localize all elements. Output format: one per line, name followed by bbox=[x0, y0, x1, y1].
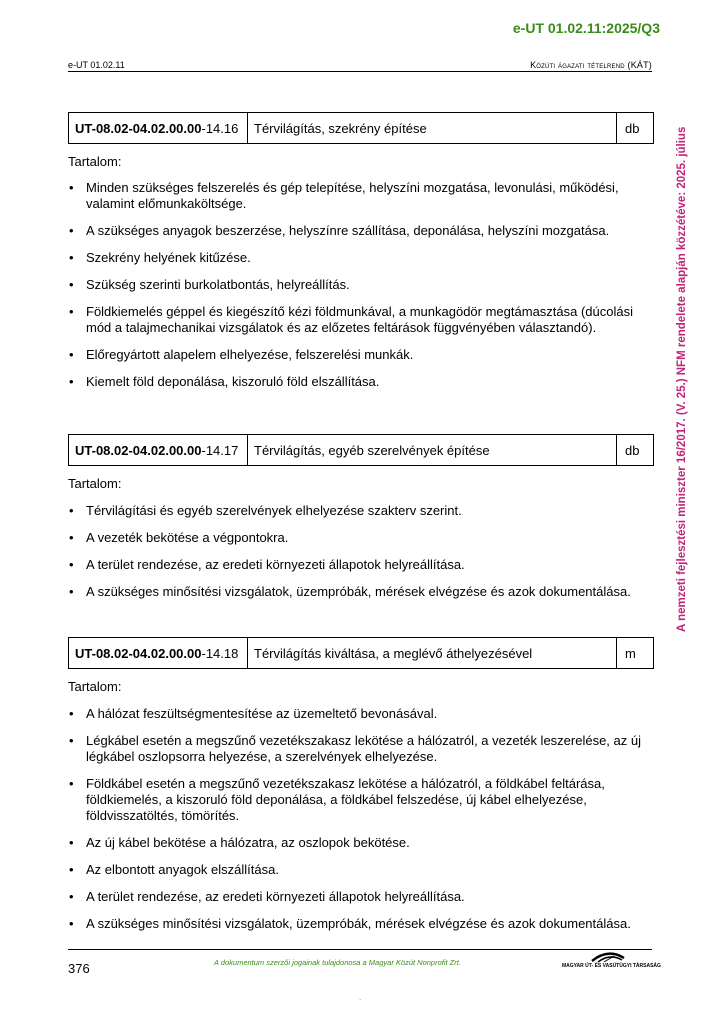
item-unit: db bbox=[617, 113, 654, 144]
item-unit: m bbox=[617, 638, 654, 669]
list-item: • Légkábel esetén a megszűnő vezetékszakasz lekötése a hálózatról, a vezeték leszerelése, az új légkábel oszlopsorra helyezése, a szerelvények elhelyezése. bbox=[68, 733, 658, 765]
copyright-notice: A dokumentum szerzői jogainak tulajdonosa a Magyar Közút Nonprofit Zrt. bbox=[214, 958, 461, 967]
list-item: • Földkiemelés géppel és kiegészítő kézi földmunkával, a munkagödör megtámasztása (dúcolási mód a talajmechanikai vizsgálatok és az előzetes feltárások függvényében választandó). bbox=[68, 304, 658, 336]
section-header-table bbox=[68, 112, 654, 144]
header-left-code: e-UT 01.02.11 bbox=[68, 60, 125, 70]
document-code: e-UT 01.02.11:2025/Q3 bbox=[512, 20, 660, 36]
side-publication-note: A nemzeti fejlesztési miniszter 16/2017. (V. 25.) NFM rendelete alapján közzétéve: 2025. július bbox=[676, 126, 688, 632]
section-header-table bbox=[68, 434, 654, 466]
list-item: • A szükséges minősítési vizsgálatok, üzempróbák, mérések elvégzése és azok dokumentálása. bbox=[68, 584, 658, 600]
list-item: • Szükség szerinti burkolatbontás, helyreállítás. bbox=[68, 277, 658, 293]
item-code: UT-08.02-04.02.00.00-14.17 bbox=[69, 435, 248, 466]
tartalom-label: Tartalom: bbox=[68, 679, 122, 694]
page-mark: . bbox=[359, 993, 362, 1002]
list-item: • Előregyártott alapelem elhelyezése, felszerelési munkák. bbox=[68, 347, 658, 363]
header-right-title: Közúti ágazati tételrend (KÁT) bbox=[530, 60, 652, 70]
section-header-table bbox=[68, 637, 654, 669]
list-item: • A vezeték bekötése a végpontokra. bbox=[68, 530, 658, 546]
list-item: • A terület rendezése, az eredeti környezeti állapotok helyreállítása. bbox=[68, 889, 658, 905]
item-code: UT-08.02-04.02.00.00-14.18 bbox=[69, 638, 248, 669]
page-number: 376 bbox=[68, 961, 90, 976]
item-title: Térvilágítás, egyéb szerelvények építése bbox=[248, 435, 617, 466]
logo-text: MAGYAR ÚT- ÉS VASÚTÜGYI TÁRSASÁG bbox=[562, 963, 661, 969]
list-item: • Az elbontott anyagok elszállítása. bbox=[68, 862, 658, 878]
tartalom-label: Tartalom: bbox=[68, 476, 122, 491]
item-unit: db bbox=[617, 435, 654, 466]
section-item-list bbox=[68, 180, 658, 401]
list-item: • Az új kábel bekötése a hálózatra, az oszlopok bekötése. bbox=[68, 835, 658, 851]
list-item: • Kiemelt föld deponálása, kiszoruló föld elszállítása. bbox=[68, 374, 658, 390]
item-title: Térvilágítás kiváltása, a meglévő áthelyezésével bbox=[248, 638, 617, 669]
section-item-list bbox=[68, 503, 658, 611]
list-item: • Szekrény helyének kitűzése. bbox=[68, 250, 658, 266]
list-item: • Minden szükséges felszerelés és gép telepítése, helyszíni mozgatása, levonulási, működési, valamint előmunkaköltsége. bbox=[68, 180, 658, 212]
list-item: • A szükséges anyagok beszerzése, helyszínre szállítása, deponálása, helyszíni mozgatása. bbox=[68, 223, 658, 239]
logo-emblem-icon bbox=[562, 948, 654, 964]
item-code: UT-08.02-04.02.00.00-14.16 bbox=[69, 113, 248, 144]
section-item-list bbox=[68, 706, 658, 943]
header-divider bbox=[68, 71, 652, 72]
organization-logo bbox=[562, 948, 661, 976]
list-item: • A hálózat feszültségmentesítése az üzemeltető bevonásával. bbox=[68, 706, 658, 722]
list-item: • Térvilágítási és egyéb szerelvények elhelyezése szakterv szerint. bbox=[68, 503, 658, 519]
tartalom-label: Tartalom: bbox=[68, 154, 122, 169]
list-item: • Földkábel esetén a megszűnő vezetékszakasz lekötése a hálózatról, a földkábel feltárása, földkiemelés, a kiszoruló föld deponálása, a földkábel felszedése, új kábel elhelyezése, földvisszatöltés, tömörítés. bbox=[68, 776, 658, 824]
list-item: • A szükséges minősítési vizsgálatok, üzempróbák, mérések elvégzése és azok dokumentálása. bbox=[68, 916, 658, 932]
list-item: • A terület rendezése, az eredeti környezeti állapotok helyreállítása. bbox=[68, 557, 658, 573]
item-title: Térvilágítás, szekrény építése bbox=[248, 113, 617, 144]
